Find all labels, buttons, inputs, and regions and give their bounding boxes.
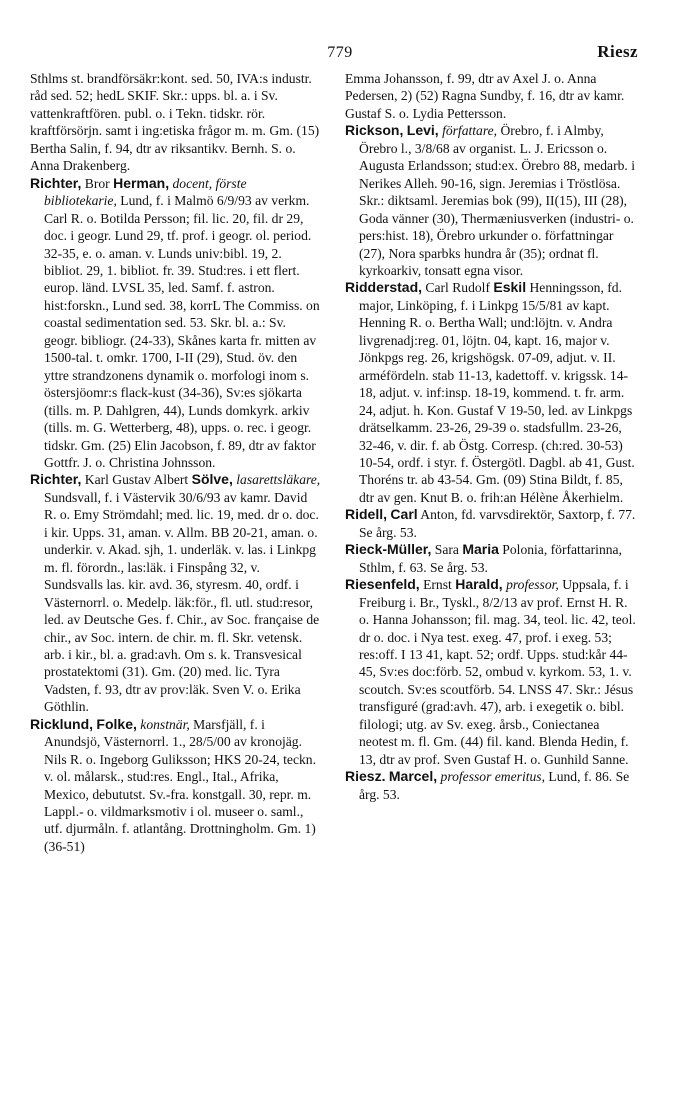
page-number: 779 xyxy=(327,44,353,61)
entry-surname: Richter, xyxy=(30,471,82,488)
entry-surname: Ricklund, xyxy=(30,715,94,732)
entry-body: Uppsala, f. i Freiburg i. Br., Tyskl., 8/2/13 av prof. Ernst H. R. o. Hanna Johansson; fil. mag. 34, teol. lic. 42, teol. dr o. doc. i Nya test. exeg. 47, prof. i exeg. 53; res:off. I 13 41, kapt. 52; ordf. Upps. stud:kår 44-45, Sv:es doc:förb. 52, ombud v. kyrkom. 53, 1. v. scoutch. Sv:es scoutförb. 54. LNSS 47. Skr.: Jésus transfiguré (grad:avh. 47), arb. i exegetik o. bibl. filologi; utg. av Sv. exeg. årsb., Coniectanea neotest m. fl. Gm. (44) fil. kand. Blenda Hedin, f. 13, dtr av prof. Sven Gustaf H. o. Gunhild Sanne. xyxy=(359,577,636,767)
entry-surname: Ridell, xyxy=(345,506,388,523)
entry-given-name: Eskil xyxy=(493,279,527,296)
entry-given-name: Folke, xyxy=(96,715,137,732)
entry-ridderstad-eskil xyxy=(345,279,636,506)
entry-title: professor emeritus, xyxy=(437,769,545,785)
entry-given-name: Levi, xyxy=(406,122,439,139)
entry-forenames: Ernst xyxy=(419,577,456,593)
entry-body: Sundsvall, f. i Västervik 30/6/93 av kamr. David R. o. Emy Strömdahl; med. lic. 19, med. dr o. doc. i kir. Upps. 31, aman. v. Allm. BB 20-21, aman. o. underkir. v. Akad. sjh, 1. underläk. v. las. i Linkpg m. fl. förordn., las:läk. i Finspång 32, v. Sundsvalls las. kir. avd. 36, styresm. 40, ordf. i Västernorrl. o. Medelp. läk:för., fl. utl. stud:resor, led. av Deutsche Ges. f. Chir., av Soc. française de chir., av Soc. intern. de chir. m. fl. Skr. vetensk. arb. i kir., bl. a. grad:avh. Om s. k. Transvesical prostatektomi (31). Gm. (20) med. lic. Tyra Vadsten, f. 93, dtr av prov:läk. Sven V. o. Erika Göthlin. xyxy=(44,489,320,715)
entry-ricklund-folke xyxy=(30,716,321,856)
entry-forenames: Carl Rudolf xyxy=(422,280,494,296)
entry-title: konstnär, xyxy=(136,716,190,732)
entry-surname: Riesenfeld, xyxy=(345,576,420,593)
entry-given-name: Harald, xyxy=(455,576,503,593)
right-column xyxy=(345,70,636,803)
entry-surname: Richter, xyxy=(30,174,82,191)
entry-surname: Ridderstad, xyxy=(345,279,423,296)
entry-forenames: Sara xyxy=(431,542,463,558)
left-column xyxy=(30,70,321,855)
entry-ridell-carl xyxy=(345,506,636,541)
entry-rickson-levi xyxy=(345,122,636,279)
entry-richter-solve xyxy=(30,471,321,715)
continuation-text: Sthlms st. brandförsäkr:kont. sed. 50, IVA:s industr. råd sed. 52; hedL SKIF. Skr.: upps. bl. a. i Sv. vattenkraftfören. publ. o. i Tekn. tidskr. rör. kraftförsörjn. samt i ing:etiska frågor m. m. Gm. (15) Bertha Salin, f. 94, dtr av riksantikv. Bernh. S. o. Anna Drakenberg. xyxy=(30,71,320,174)
entry-body: Anton, fd. varvsdirektör, Saxtorp, f. 77. Se årg. 53. xyxy=(359,507,636,540)
entry-rieck-muller-maria xyxy=(345,541,636,576)
entry-body: Lund, f. 86. Se årg. 53. xyxy=(359,769,630,802)
entry-body: Lund, f. i Malmö 6/9/93 av verkm. Carl R. o. Botilda Persson; fil. lic. 20, fil. dr 29, doc. i geogr. Lund 29, tf. prof. i geogr. ol. period. 32-35, e. o. aman. v. Lunds univ:bibl. 19, 2. bibliot. 29, 1. bibliot. fr. 39. Stud:res. i ett flert. europ. länd. LVSL 35, led. Samf. f. astron. hist:forskn., Lund sed. 38, korrL The Commiss. on coastal sedimentation sed. 53. Skr. bl. a.: Sv. geogr. bibliogr. (24-33), Skånes karta fr. mitten av 1500-tal. t. omkr. 1700, I-II (29), Stud. öv. den yttre strandzonens dynamik o. morfologi inom s. östersjöomr:s flack-kust (34-36), Sv:es sjökarta (tills. m. P. Dahlgren, 44), Lunds domkyrk. arkiv (tills. m. G. Wetterberg, 48), upps. o. rec. i geogr. tidskr. Gm. (25) Elin Jacobson, f. 89, dtr av faktor Gottfr. J. o. Christina Johnsson. xyxy=(44,193,320,470)
entry-given-name: Herman, xyxy=(113,174,170,191)
continuation-text: Emma Johansson, f. 99, dtr av Axel J. o. Anna Pedersen, 2) (52) Ragna Sundby, f. 16, dtr av kamr. Gustaf S. o. Lydia Pettersson. xyxy=(345,71,625,121)
entry-title: lasarettsläkare, xyxy=(232,472,321,488)
entry-title: professor, xyxy=(502,577,559,593)
entry-forenames: Karl Gustav Albert xyxy=(81,472,192,488)
entry-given-name: Carl xyxy=(390,506,418,523)
entry-body: Henningsson, fd. major, Linköping, f. i Linkpg 15/5/81 av kapt. Henning R. o. Bertha Wall; und:löjtn. v. Andra livgrenadj:reg. 01, löjtn. 04, kapt. 16, major v. Jönkpgs reg. 26, krigshögsk. 07-09, adjut. v. II. arméfördeln. stab 11-13, kadettoff. v. krigssk. 14-18, adjut. v. inf:insp. 18-19, kommend. t. fr. arm. 24, adjut. h. Kon. Gustaf V 19-50, led. av Linkpgs drätselkamm. 23-26, 29-39 o. stadsfullm. 23-26, 32-46, v. dir. f. ab Östg. Corresp. (ch:red. 30-53) 10-54, ordf. i styr. f. Östergötl. Dagbl. ab 41, Gust. Thoréns tr. ab 43-54. Gm. (09) Stina Bildt, f. 85, dtr av gen. Knut B. o. frih:an Hélène Åkerhielm. xyxy=(359,280,635,505)
entry-body: Örebro, f. i Almby, Örebro l., 3/8/68 av organist. L. J. Ericsson o. Augusta Erlandsson; stud:ex. Örebro 88, medarb. i Nerikes Alleh. 90-16, sign. Jeremias i Tröstlösa. Skr.: diktsaml. Jeremias bok (99), II(15), III (28), Goda vänner (30), Thermæniusverken (industri- o. pers:hist. 18), Örebro urkunder o. författningar (27), Nora sparbks hundra år (35); ordnat fl. kyrkoarkiv, tonsatt egna visor. xyxy=(359,123,635,278)
running-head: Riesz xyxy=(597,42,638,61)
entry-body: Marsfjäll, f. i Anundsjö, Västernorrl. 1., 28/5/00 av kronojäg. Nils R. o. Ingeborg Guliksson; HKS 20-24, teckn. v. ol. målarsk., stud:res. Engl., Ital., Afrika, Mexico, debututst. Sv.-fra. konstgall. 30, repr. m. Lappl.- o. vildmarksmotiv i ol. museer o. saml., utf. djurmåln. f. atlantång. Drottningholm. Gm. 1) (36-51) xyxy=(44,716,316,854)
entry-surname: Riesz. xyxy=(345,768,386,785)
entry-riesenfeld-harald xyxy=(345,576,636,768)
entry-title: författare, xyxy=(438,123,498,139)
entry-given-name: Sölve, xyxy=(191,471,233,488)
entry-surname: Rickson, xyxy=(345,122,404,139)
entry-forenames: Bror xyxy=(81,175,114,191)
entry-surname: Rieck-Müller, xyxy=(345,541,432,558)
entry-given-name: Marcel, xyxy=(388,768,438,785)
entry-body: Polonia, författarinna, Sthlm, f. 63. Se årg. 53. xyxy=(359,542,622,575)
entry-title: docent, förste bibliotekarie, xyxy=(44,175,247,209)
entry-given-name: Maria xyxy=(462,541,499,558)
entry-riesz-marcel xyxy=(345,768,636,803)
entry-richter-herman xyxy=(30,175,321,472)
